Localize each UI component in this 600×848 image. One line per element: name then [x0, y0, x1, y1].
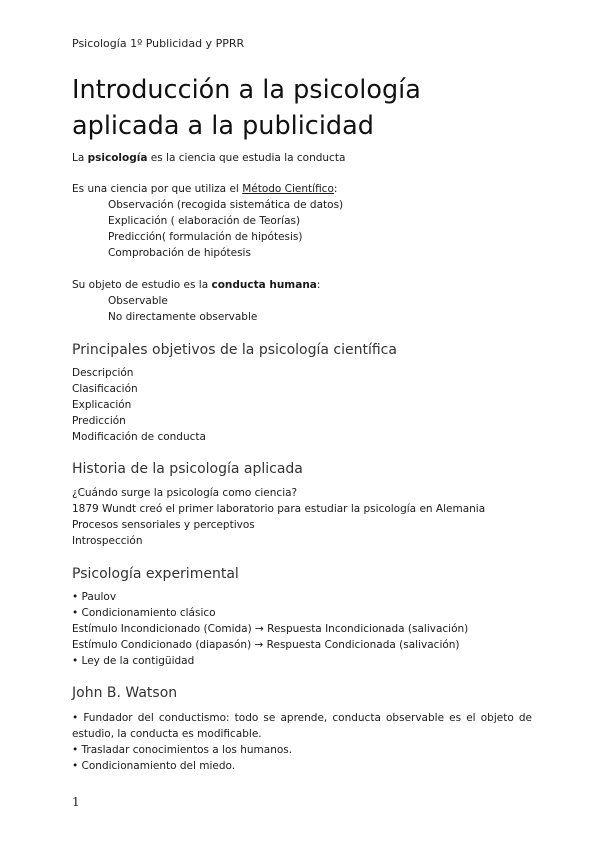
list-item: • Fundador del conductismo: todo se aprende, conducta observable es el objeto de estudio, la conducta es modificable.: [72, 712, 532, 740]
page-number: 1: [72, 795, 80, 809]
list-item: • Condicionamiento clásico: [72, 607, 216, 619]
list-item: Introspección: [72, 535, 143, 547]
keyword-conducta-humana: conducta humana: [211, 279, 317, 291]
page-title: [72, 72, 421, 144]
heading-watson: John B. Watson: [72, 685, 178, 701]
method-section: Es una ciencia por que utiliza el Método Científico: Observación (recogida sistemática de datos) Explicación ( elaboración de Teorías) Predicción( formulación de hipótesis) Comprobación de hipótesis: [72, 181, 532, 261]
watson-list: [72, 710, 532, 774]
list-item: • Trasladar conocimientos a los humanos.: [72, 744, 293, 756]
list-item: 1879 Wundt creó el primer laboratorio para estudiar la psicología en Alemania: [72, 503, 486, 515]
object-section: Su objeto de estudio es la conducta humana: Observable No directamente observable: [72, 277, 532, 325]
list-item: Observación (recogida sistemática de datos): [108, 199, 344, 211]
objectives-list: [72, 365, 532, 445]
list-item: Procesos sensoriales y perceptivos: [72, 519, 255, 531]
list-item: Modificación de conducta: [72, 431, 206, 443]
list-item: Explicación: [72, 399, 132, 411]
history-list: [72, 485, 532, 549]
title-line-2: aplicada a la publicidad: [72, 111, 374, 141]
heading-objectives: Principales objetivos de la psicología científica: [72, 342, 397, 358]
keyword-psicologia: psicología: [87, 152, 148, 164]
page-header: Psicología 1º Publicidad y PPRR: [72, 37, 245, 50]
experimental-list: [72, 589, 532, 669]
list-item: Observable: [108, 295, 168, 307]
list-item: • Ley de la contigüidad: [72, 655, 195, 667]
list-item: Comprobación de hipótesis: [108, 247, 251, 259]
list-item: Estímulo Condicionado (diapasón) → Respuesta Condicionada (salivación): [72, 639, 460, 651]
list-item: Estímulo Incondicionado (Comida) → Respuesta Incondicionada (salivación): [72, 623, 469, 635]
list-item: Explicación ( elaboración de Teorías): [108, 215, 301, 227]
list-item: • Paulov: [72, 591, 117, 603]
heading-experimental: Psicología experimental: [72, 566, 239, 582]
list-item: ¿Cuándo surge la psicología como ciencia?: [72, 487, 298, 499]
list-item: No directamente observable: [108, 311, 258, 323]
title-line-1: Introducción a la psicología: [72, 75, 421, 105]
definition-paragraph: La psicología es la ciencia que estudia la conducta: [72, 152, 346, 164]
list-item: Predicción: [72, 415, 126, 427]
metodo-cientifico-link: Método Científico: [242, 183, 334, 195]
list-item: Descripción: [72, 367, 134, 379]
list-item: • Condicionamiento del miedo.: [72, 760, 236, 772]
list-item: Predicción( formulación de hipótesis): [108, 231, 303, 243]
list-item: Clasificación: [72, 383, 138, 395]
heading-history: Historia de la psicología aplicada: [72, 461, 303, 477]
